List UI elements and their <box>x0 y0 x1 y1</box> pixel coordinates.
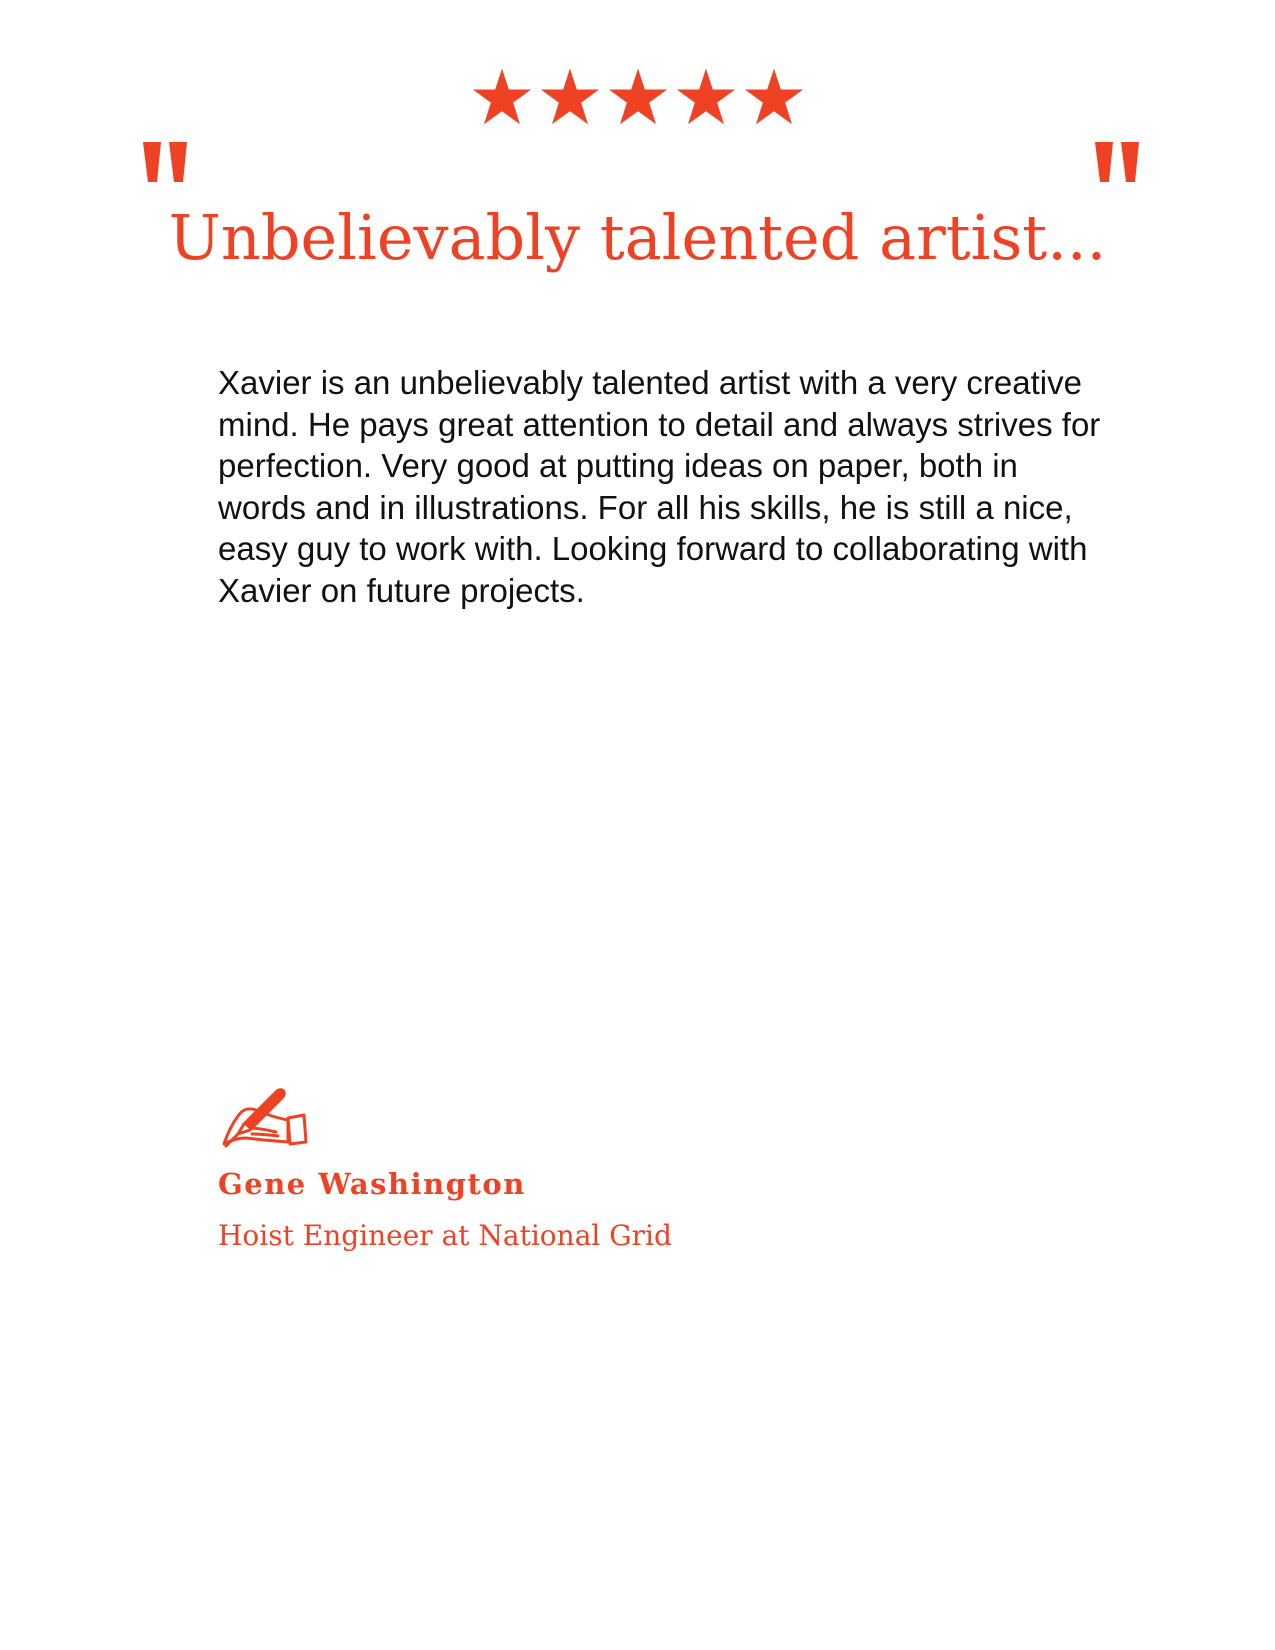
writing-hand-icon <box>218 1084 310 1150</box>
star-icon <box>607 66 669 128</box>
open-quote-icon <box>140 142 192 196</box>
signature-block <box>218 1084 310 1150</box>
star-icon <box>743 66 805 128</box>
star-rating <box>0 66 1275 138</box>
star-icon <box>675 66 737 128</box>
close-quote-icon <box>1092 142 1144 196</box>
star-icon <box>471 66 533 128</box>
star-icon <box>539 66 601 128</box>
testimonial-body: Xavier is an unbelievably talented artist with a very creative mind. He pays great attention to detail and always strives for perfection. Very good at putting ideas on paper, both in words and in illustrations. For all his skills, he is still a nice, easy guy to work with. Looking forward to collaborating with Xavier on future projects. <box>218 364 1101 609</box>
author-name: Gene Washington <box>218 1167 526 1201</box>
testimonial-headline: Unbelievably talented artist... <box>168 201 1107 274</box>
author-role: Hoist Engineer at National Grid <box>218 1219 672 1252</box>
